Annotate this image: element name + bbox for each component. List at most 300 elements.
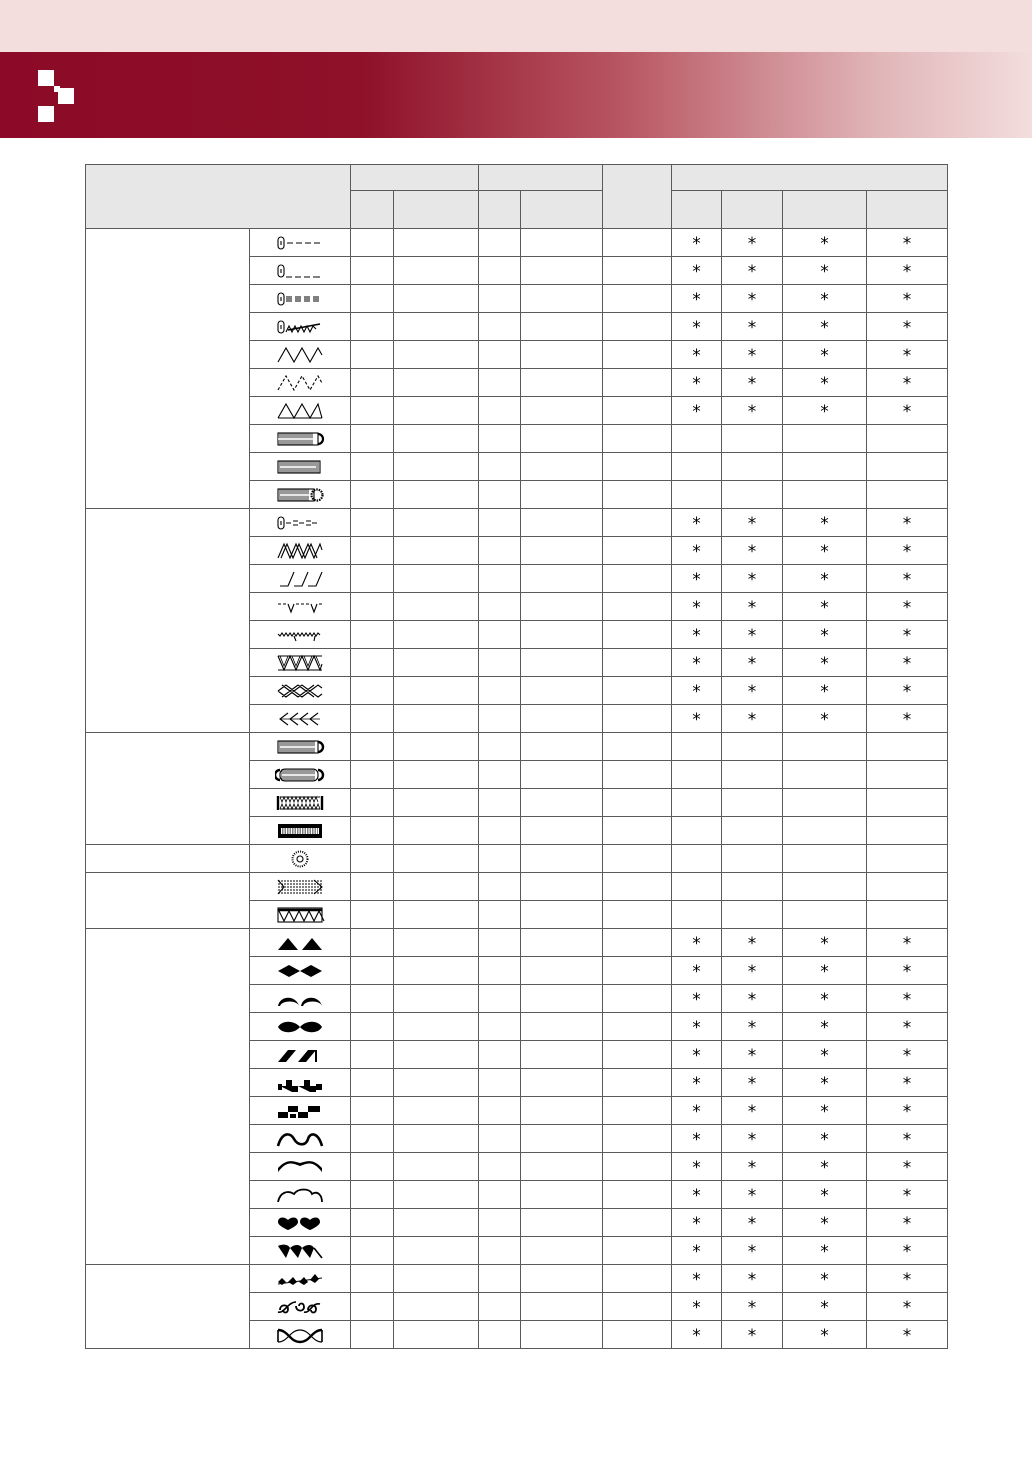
empty-cell — [603, 593, 672, 621]
empty-cell — [603, 509, 672, 537]
empty-cell — [521, 1181, 603, 1209]
empty-cell — [521, 1209, 603, 1237]
empty-cell — [351, 313, 394, 341]
empty-cell — [351, 929, 394, 957]
empty-cell — [394, 789, 479, 817]
mark-cell — [867, 677, 948, 705]
empty-cell — [603, 1181, 672, 1209]
empty-cell — [394, 1265, 479, 1293]
empty-cell — [521, 1153, 603, 1181]
asterisk-mark: * — [692, 262, 701, 282]
asterisk-mark: * — [692, 962, 701, 982]
asterisk-mark: * — [692, 1270, 701, 1290]
asterisk-mark: * — [820, 402, 829, 422]
mark-cell — [722, 397, 783, 425]
satin-buttonhole-icon — [250, 738, 350, 756]
asterisk-mark: * — [902, 318, 912, 338]
feather-stitch-icon — [250, 710, 350, 728]
empty-cell — [394, 1153, 479, 1181]
asterisk-mark: * — [902, 346, 912, 366]
asterisk-mark: * — [692, 374, 701, 394]
mark-cell — [722, 1209, 783, 1237]
mark-cell — [672, 285, 722, 313]
empty-cell — [521, 761, 603, 789]
mark-cell — [672, 705, 722, 733]
mark-cell — [867, 1153, 948, 1181]
stitch-icon-cell — [250, 901, 351, 929]
mark-cell — [722, 929, 783, 957]
empty-cell — [521, 229, 603, 257]
asterisk-mark: * — [692, 626, 701, 646]
empty-cell — [394, 1293, 479, 1321]
mark-cell — [783, 537, 867, 565]
asterisk-mark: * — [902, 1130, 912, 1150]
asterisk-mark: * — [820, 1298, 829, 1318]
mark-cell — [672, 1097, 722, 1125]
header-group-b — [479, 165, 603, 191]
empty-cell — [479, 229, 521, 257]
mark-cell — [867, 621, 948, 649]
mark-cell — [672, 985, 722, 1013]
empty-cell — [521, 1125, 603, 1153]
mark-cell — [722, 1181, 783, 1209]
asterisk-mark: * — [747, 1270, 757, 1290]
mark-cell — [672, 845, 722, 873]
table-row — [86, 845, 948, 873]
mark-cell — [867, 1069, 948, 1097]
asterisk-mark: * — [820, 1046, 829, 1066]
category-cell — [86, 229, 250, 509]
stitch-icon-cell — [250, 649, 351, 677]
hearts-outline-icon — [250, 1242, 350, 1260]
mark-cell — [867, 761, 948, 789]
asterisk-mark: * — [820, 1074, 829, 1094]
empty-cell — [603, 1209, 672, 1237]
stitch-icon-cell — [250, 845, 351, 873]
mark-cell — [867, 1097, 948, 1125]
asterisk-mark: * — [692, 290, 701, 310]
empty-cell — [394, 397, 479, 425]
empty-cell — [394, 1069, 479, 1097]
mark-cell — [722, 873, 783, 901]
mark-cell — [672, 873, 722, 901]
asterisk-mark: * — [692, 570, 701, 590]
stitch-icon-cell — [250, 229, 351, 257]
asterisk-mark: * — [692, 514, 701, 534]
empty-cell — [603, 341, 672, 369]
stitch-icon-cell — [250, 1153, 351, 1181]
empty-cell — [351, 677, 394, 705]
empty-cell — [351, 1069, 394, 1097]
mark-cell — [867, 1013, 948, 1041]
empty-cell — [479, 1069, 521, 1097]
mark-cell — [783, 313, 867, 341]
asterisk-mark: * — [902, 682, 912, 702]
mark-cell — [867, 1265, 948, 1293]
asterisk-mark: * — [747, 1186, 757, 1206]
asterisk-mark: * — [747, 1018, 757, 1038]
asterisk-mark: * — [902, 570, 912, 590]
mark-cell — [672, 1125, 722, 1153]
mark-cell — [672, 1069, 722, 1097]
asterisk-mark: * — [820, 346, 829, 366]
asterisk-mark: * — [820, 542, 829, 562]
mark-cell — [783, 565, 867, 593]
leaves-icon — [250, 1270, 350, 1288]
stitch-icon-cell — [250, 1237, 351, 1265]
empty-cell — [351, 593, 394, 621]
empty-cell — [603, 1013, 672, 1041]
empty-cell — [351, 1041, 394, 1069]
asterisk-mark: * — [692, 654, 701, 674]
mark-cell — [867, 593, 948, 621]
mark-cell — [672, 537, 722, 565]
empty-cell — [521, 509, 603, 537]
table-row — [86, 1265, 948, 1293]
mark-cell — [867, 565, 948, 593]
empty-cell — [394, 845, 479, 873]
empty-cell — [394, 1013, 479, 1041]
stitch-icon-cell — [250, 565, 351, 593]
empty-cell — [479, 761, 521, 789]
asterisk-mark: * — [692, 234, 701, 254]
empty-cell — [521, 677, 603, 705]
asterisk-mark: * — [902, 654, 912, 674]
empty-cell — [521, 901, 603, 929]
mark-cell — [783, 369, 867, 397]
mark-cell — [783, 1097, 867, 1125]
checker-steps-icon — [250, 1074, 350, 1092]
mark-cell — [722, 1069, 783, 1097]
stitch-icon-cell — [250, 929, 351, 957]
empty-cell — [351, 733, 394, 761]
empty-cell — [603, 397, 672, 425]
empty-cell — [603, 901, 672, 929]
empty-cell — [521, 257, 603, 285]
empty-cell — [351, 509, 394, 537]
asterisk-mark: * — [692, 542, 701, 562]
empty-cell — [603, 649, 672, 677]
mark-cell — [783, 789, 867, 817]
empty-cell — [603, 229, 672, 257]
empty-cell — [521, 1013, 603, 1041]
empty-cell — [394, 481, 479, 509]
empty-cell — [351, 1237, 394, 1265]
asterisk-mark: * — [692, 318, 701, 338]
mark-cell — [672, 929, 722, 957]
empty-cell — [479, 649, 521, 677]
asterisk-mark: * — [692, 1158, 701, 1178]
mark-cell — [672, 789, 722, 817]
shell-tuck-icon — [250, 626, 350, 644]
empty-cell — [521, 873, 603, 901]
empty-cell — [521, 1321, 603, 1349]
empty-cell — [479, 1041, 521, 1069]
asterisk-mark: * — [692, 934, 701, 954]
asterisk-mark: * — [692, 598, 701, 618]
mark-cell — [783, 1209, 867, 1237]
empty-cell — [521, 733, 603, 761]
mark-cell — [672, 593, 722, 621]
asterisk-mark: * — [902, 1158, 912, 1178]
asterisk-mark: * — [902, 1326, 912, 1346]
asterisk-mark: * — [692, 990, 701, 1010]
stitch-icon-cell — [250, 1321, 351, 1349]
empty-cell — [394, 369, 479, 397]
mark-cell — [672, 369, 722, 397]
mark-cell — [722, 1153, 783, 1181]
scrolls-icon — [250, 1298, 350, 1316]
mark-cell — [867, 537, 948, 565]
asterisk-mark: * — [820, 1214, 829, 1234]
mark-cell — [672, 901, 722, 929]
mark-cell — [672, 1153, 722, 1181]
mark-cell — [783, 817, 867, 845]
mark-cell — [672, 677, 722, 705]
mark-cell — [672, 1041, 722, 1069]
empty-cell — [351, 957, 394, 985]
asterisk-mark: * — [902, 990, 912, 1010]
header-c1 — [672, 191, 722, 229]
empty-cell — [479, 425, 521, 453]
mark-cell — [867, 481, 948, 509]
empty-cell — [603, 1265, 672, 1293]
empty-cell — [394, 761, 479, 789]
empty-cell — [603, 761, 672, 789]
empty-cell — [479, 1209, 521, 1237]
mark-cell — [722, 593, 783, 621]
empty-cell — [521, 705, 603, 733]
mark-cell — [783, 1013, 867, 1041]
empty-cell — [394, 257, 479, 285]
empty-cell — [603, 1097, 672, 1125]
buttonhole-straight-icon — [250, 234, 350, 252]
empty-cell — [603, 481, 672, 509]
mark-cell — [722, 845, 783, 873]
header-stitch — [86, 165, 351, 229]
ovals-icon — [250, 1018, 350, 1036]
asterisk-mark: * — [747, 990, 757, 1010]
empty-cell — [479, 985, 521, 1013]
empty-cell — [521, 845, 603, 873]
empty-cell — [603, 1237, 672, 1265]
mark-cell — [867, 901, 948, 929]
mark-cell — [867, 425, 948, 453]
empty-cell — [394, 817, 479, 845]
stitch-icon-cell — [250, 397, 351, 425]
empty-cell — [351, 789, 394, 817]
braid-icon — [250, 1326, 350, 1344]
empty-cell — [394, 509, 479, 537]
zigzag-icon — [250, 346, 350, 364]
empty-cell — [521, 285, 603, 313]
asterisk-mark: * — [747, 1130, 757, 1150]
empty-cell — [479, 705, 521, 733]
mark-cell — [867, 789, 948, 817]
buttonhole-round-end-icon — [250, 430, 350, 448]
mark-cell — [783, 1181, 867, 1209]
top-strip — [0, 0, 1032, 52]
mark-cell — [722, 1265, 783, 1293]
buttonhole-triple-icon — [250, 290, 350, 308]
empty-cell — [394, 873, 479, 901]
mark-cell — [867, 733, 948, 761]
empty-cell — [394, 313, 479, 341]
mark-cell — [722, 481, 783, 509]
asterisk-mark: * — [820, 1130, 829, 1150]
mark-cell — [672, 1237, 722, 1265]
mark-cell — [722, 761, 783, 789]
cross-stitch-icon — [250, 682, 350, 700]
table-body — [86, 229, 948, 1349]
blind-hem-icon — [250, 598, 350, 616]
mark-cell — [672, 1013, 722, 1041]
mark-cell — [722, 1293, 783, 1321]
empty-cell — [603, 369, 672, 397]
mark-cell — [672, 1265, 722, 1293]
empty-cell — [603, 1293, 672, 1321]
asterisk-mark: * — [820, 1018, 829, 1038]
overlock-zigzag-icon — [250, 542, 350, 560]
empty-cell — [394, 649, 479, 677]
empty-cell — [394, 1321, 479, 1349]
empty-cell — [479, 341, 521, 369]
empty-cell — [603, 1069, 672, 1097]
empty-cell — [479, 481, 521, 509]
mark-cell — [867, 1041, 948, 1069]
mark-cell — [722, 453, 783, 481]
mark-cell — [867, 929, 948, 957]
empty-cell — [521, 929, 603, 957]
asterisk-mark: * — [820, 374, 829, 394]
empty-cell — [521, 817, 603, 845]
asterisk-mark: * — [902, 402, 912, 422]
empty-cell — [603, 677, 672, 705]
mark-cell — [783, 873, 867, 901]
category-cell — [86, 509, 250, 733]
empty-cell — [603, 313, 672, 341]
empty-cell — [521, 1069, 603, 1097]
mark-cell — [722, 425, 783, 453]
empty-cell — [603, 1153, 672, 1181]
asterisk-mark: * — [747, 1158, 757, 1178]
scallops-icon — [250, 1186, 350, 1204]
mark-cell — [783, 1041, 867, 1069]
mark-cell — [867, 957, 948, 985]
header-group-a — [351, 165, 479, 191]
stitch-icon-cell — [250, 1265, 351, 1293]
mark-cell — [722, 1013, 783, 1041]
empty-cell — [521, 1265, 603, 1293]
mark-cell — [672, 817, 722, 845]
mark-cell — [867, 257, 948, 285]
asterisk-mark: * — [820, 1242, 829, 1262]
stitch-icon-cell — [250, 341, 351, 369]
empty-cell — [603, 425, 672, 453]
asterisk-mark: * — [747, 1102, 757, 1122]
zigzag-bar-icon — [250, 402, 350, 420]
mark-cell — [783, 1153, 867, 1181]
empty-cell — [394, 985, 479, 1013]
mark-cell — [722, 1125, 783, 1153]
empty-cell — [603, 733, 672, 761]
empty-cell — [351, 285, 394, 313]
mark-cell — [867, 817, 948, 845]
mark-cell — [867, 369, 948, 397]
empty-cell — [394, 957, 479, 985]
category-cell — [86, 873, 250, 929]
asterisk-mark: * — [692, 1214, 701, 1234]
asterisk-mark: * — [692, 346, 701, 366]
asterisk-mark: * — [747, 598, 757, 618]
empty-cell — [394, 341, 479, 369]
empty-cell — [351, 845, 394, 873]
stitch-icon-cell — [250, 1041, 351, 1069]
asterisk-mark: * — [820, 990, 829, 1010]
category-cell — [86, 1265, 250, 1349]
empty-cell — [479, 1321, 521, 1349]
header-single — [603, 165, 672, 229]
dense-buttonhole-icon — [250, 822, 350, 840]
empty-cell — [521, 453, 603, 481]
asterisk-mark: * — [820, 934, 829, 954]
mark-cell — [672, 1209, 722, 1237]
empty-cell — [351, 537, 394, 565]
empty-cell — [394, 1181, 479, 1209]
mark-cell — [722, 565, 783, 593]
mark-cell — [672, 1181, 722, 1209]
empty-cell — [394, 1041, 479, 1069]
empty-cell — [351, 453, 394, 481]
asterisk-mark: * — [820, 710, 829, 730]
stitch-icon-cell — [250, 733, 351, 761]
empty-cell — [351, 873, 394, 901]
empty-cell — [479, 901, 521, 929]
header-b1 — [479, 191, 521, 229]
category-cell — [86, 929, 250, 1265]
empty-cell — [521, 1293, 603, 1321]
empty-cell — [394, 285, 479, 313]
mark-cell — [867, 397, 948, 425]
asterisk-mark: * — [820, 1102, 829, 1122]
asterisk-mark: * — [902, 1186, 912, 1206]
mark-cell — [672, 341, 722, 369]
mark-cell — [867, 845, 948, 873]
empty-cell — [394, 621, 479, 649]
asterisk-mark: * — [747, 1298, 757, 1318]
empty-cell — [603, 537, 672, 565]
empty-cell — [351, 1153, 394, 1181]
mark-cell — [783, 677, 867, 705]
empty-cell — [521, 565, 603, 593]
mark-cell — [722, 369, 783, 397]
table-row — [86, 509, 948, 537]
mark-cell — [783, 1125, 867, 1153]
empty-cell — [521, 313, 603, 341]
mark-cell — [722, 649, 783, 677]
asterisk-mark: * — [902, 1018, 912, 1038]
header-c4 — [867, 191, 948, 229]
empty-cell — [521, 1097, 603, 1125]
empty-cell — [351, 901, 394, 929]
empty-cell — [394, 1097, 479, 1125]
empty-cell — [351, 1321, 394, 1349]
stretch-stitch-icon — [250, 514, 350, 532]
mark-cell — [783, 705, 867, 733]
empty-cell — [603, 957, 672, 985]
arches-icon — [250, 990, 350, 1008]
asterisk-mark: * — [902, 234, 912, 254]
